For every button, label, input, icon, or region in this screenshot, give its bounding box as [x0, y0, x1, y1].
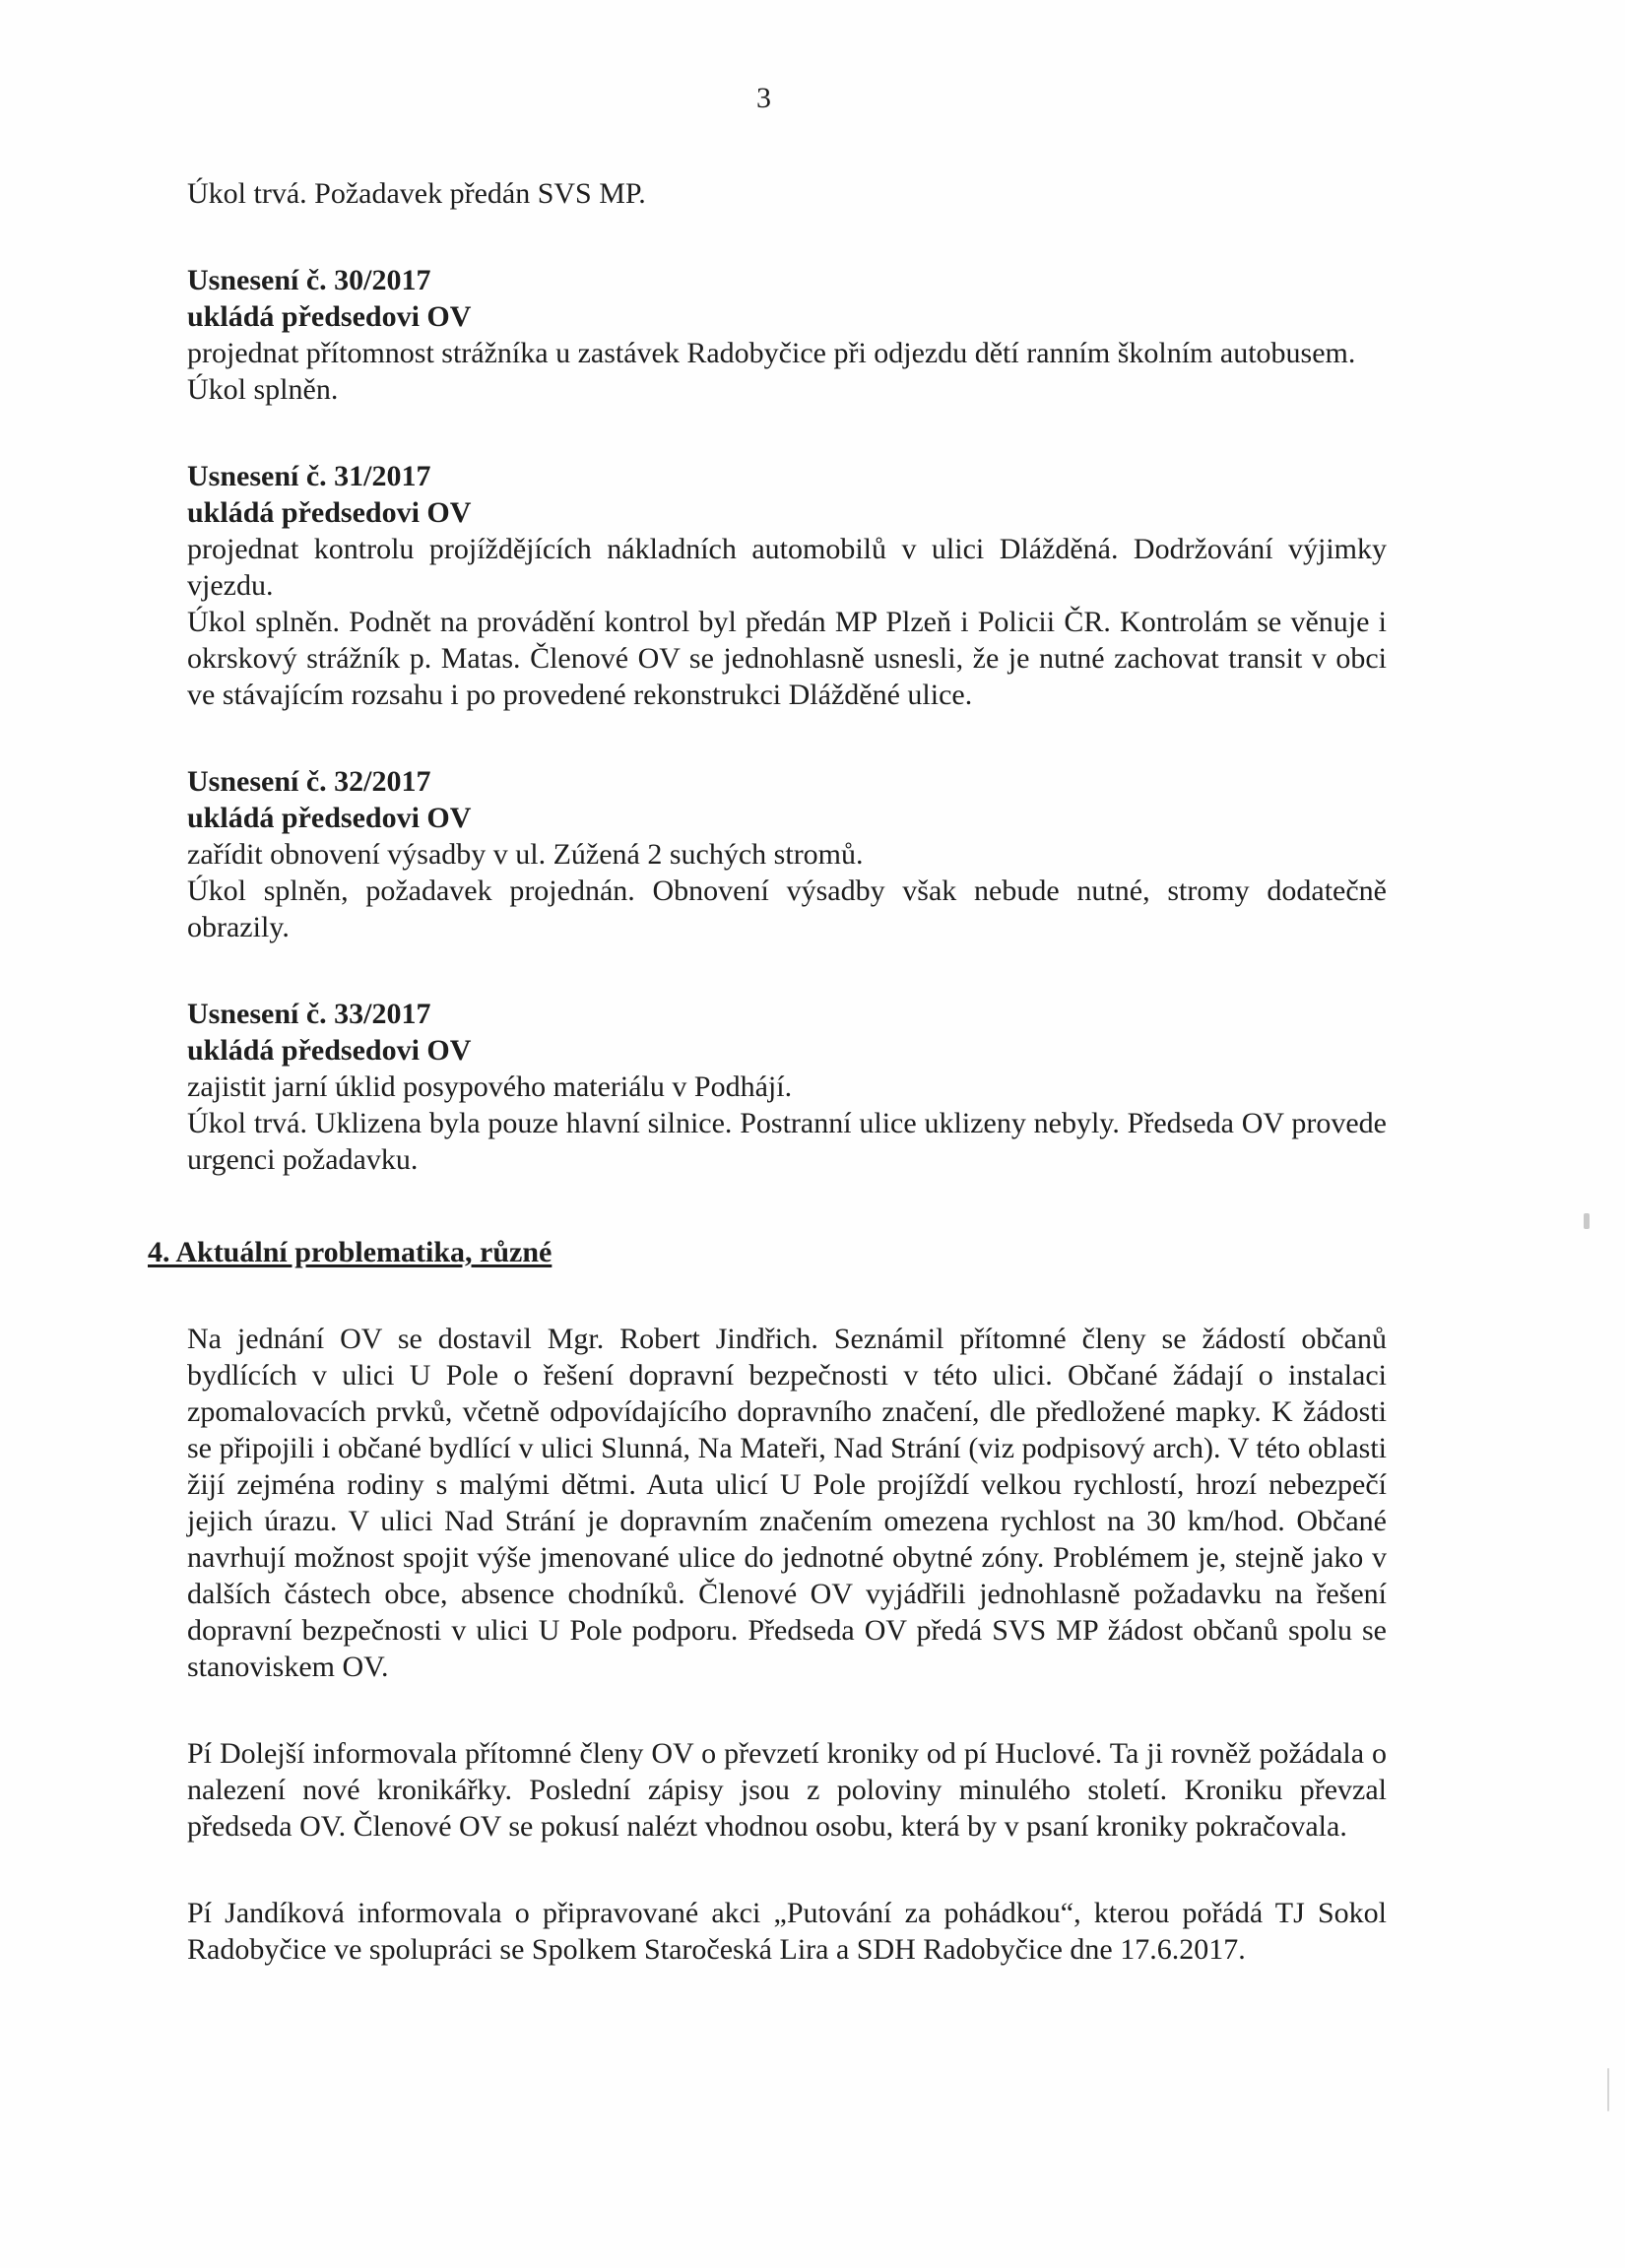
paragraph-event: Pí Jandíková informovala o připravované akci „Putování za pohádkou“, kterou pořádá TJ Sokol Radobyčice ve spolupráci se Spolkem Staročeská Lira a SDH Radobyčice dne 17.6.2017. — [187, 1897, 1387, 1966]
document-body — [148, 175, 1387, 1968]
resolution-33 — [187, 996, 1387, 1178]
resolution-task: projednat kontrolu projíždějících nákladních automobilů v ulici Dlážděná. Dodržování výjimky vjezdu. — [187, 533, 1387, 602]
scan-speck — [1607, 2068, 1609, 2111]
intro-status-line: Úkol trvá. Požadavek předán SVS MP. — [187, 177, 646, 210]
resolution-31 — [187, 458, 1387, 713]
resolution-status: Úkol splněn. — [187, 373, 339, 406]
resolution-number: Usnesení č. 33/2017 — [187, 998, 431, 1030]
resolution-30 — [187, 262, 1387, 408]
paragraph-chronicle: Pí Dolejší informovala přítomné členy OV o převzetí kroniky od pí Huclové. Ta ji rovněž požádala o nalezení nové kronikářky. Poslední zápisy jsou z poloviny minulého století. Kroniku převzal předseda OV. Členové OV se pokusí nalézt vhodnou osobu, která by v psaní kroniky pokračovala. — [187, 1737, 1387, 1843]
resolution-instruction: ukládá předsedovi OV — [187, 496, 472, 529]
resolution-status: Úkol trvá. Uklizena byla pouze hlavní silnice. Postranní ulice uklizeny nebyly. Předseda OV provede urgenci požadavku. — [187, 1107, 1387, 1176]
resolution-task: zajistit jarní úklid posypového materiálu v Podhájí. — [187, 1070, 793, 1103]
resolution-32 — [187, 763, 1387, 945]
resolution-number: Usnesení č. 32/2017 — [187, 765, 431, 798]
resolution-task: zařídit obnovení výsadby v ul. Zúžená 2 suchých stromů. — [187, 838, 864, 871]
resolution-status: Úkol splněn. Podnět na provádění kontrol byl předán MP Plzeň i Policii ČR. Kontrolám se věnuje i okrskový strážník p. Matas. Členové OV se jednohlasně usnesli, že je nutné zachovat transit v obci ve stávajícím rozsahu i po provedené rekonstrukci Dlážděné ulice. — [187, 606, 1387, 711]
resolution-task: projednat přítomnost strážníka u zastávek Radobyčice při odjezdu dětí ranním školním autobusem. — [187, 337, 1356, 369]
section-body — [187, 1321, 1387, 1968]
resolution-status: Úkol splněn, požadavek projednán. Obnovení výsadby však nebude nutné, stromy dodatečně obrazily. — [187, 875, 1387, 943]
resolution-instruction: ukládá předsedovi OV — [187, 802, 472, 834]
scan-speck — [1584, 1213, 1590, 1229]
page-number: 3 — [756, 82, 771, 114]
resolution-instruction: ukládá předsedovi OV — [187, 300, 472, 333]
resolution-number: Usnesení č. 31/2017 — [187, 460, 431, 492]
section-heading: 4. Aktuální problematika, různé — [148, 1236, 552, 1268]
paragraph-traffic-safety: Na jednání OV se dostavil Mgr. Robert Jindřich. Seznámil přítomné členy se žádostí občanů bydlících v ulici U Pole o řešení dopravní bezpečnosti v této ulici. Občané žádají o instalaci zpomalovacích prvků, včetně odpovídajícího dopravního značení, dle předložené mapky. K žádosti se připojili i občané bydlící v ulici Slunná, Na Mateři, Nad Strání (viz podpisový arch). V této oblasti žijí zejména rodiny s malými dětmi. Auta ulicí U Pole projíždí velkou rychlostí, hrozí nebezpečí jejich úrazu. V ulici Nad Strání je dopravním značením omezena rychlost na 30 km/hod. Občané navrhují možnost spojit výše jmenované ulice do jednotné obytné zóny. Problémem je, stejně jako v dalších částech obce, absence chodníků. Členové OV vyjádřili jednohlasně požadavku na řešení dopravní bezpečnosti v ulici U Pole podporu. Předseda OV předá SVS MP žádost občanů spolu se stanoviskem OV. — [187, 1323, 1387, 1683]
resolution-instruction: ukládá předsedovi OV — [187, 1034, 472, 1067]
resolution-number: Usnesení č. 30/2017 — [187, 264, 431, 296]
